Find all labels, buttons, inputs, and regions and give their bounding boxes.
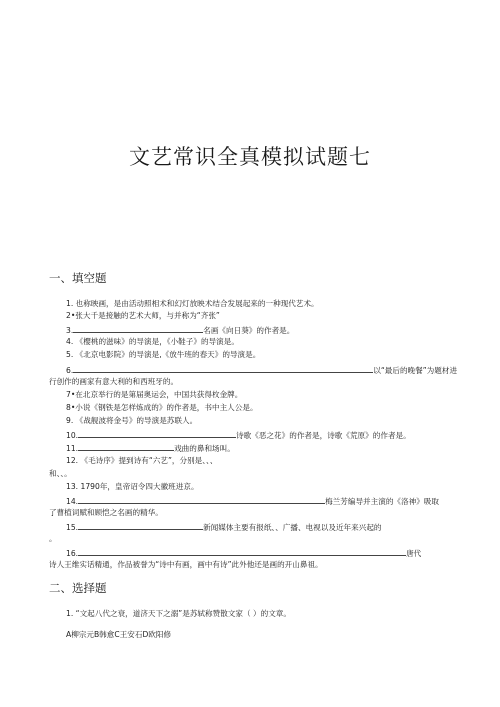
answer-blank[interactable]	[78, 521, 203, 530]
question-14-number: 14.	[66, 497, 79, 506]
answer-blank[interactable]	[78, 429, 236, 438]
question-11-text: 戏曲的鼻和场叫。	[174, 444, 235, 453]
question-3	[66, 324, 294, 336]
question-3-number: 3.	[66, 326, 74, 335]
answer-blank[interactable]	[73, 364, 373, 373]
question-16-number: 16.	[66, 549, 79, 558]
question-1: 1. 也称映画，是由活动照相术和幻灯放映术结合发展起来的一种现代艺术。	[66, 299, 319, 308]
question-14-text: 梅兰芳编导并主演的《洛神》吸取	[325, 497, 439, 506]
question-10	[66, 429, 411, 441]
question-2: 2•张大千是接触的艺术大师，与并称为“齐张”	[66, 311, 220, 320]
question-6-number: 6.	[66, 366, 74, 375]
question-14-continued: 了曹植词赋和顾恺之名画的精华。	[49, 508, 163, 517]
section-heading-fill-in: 一、填空题	[49, 271, 107, 285]
question-13: 13. 1790年，皇帝诏令四大徽班进京。	[66, 482, 199, 491]
question-14	[66, 495, 439, 507]
question-4: 4. 《樱桃的滋味》的导演是，《小鞋子》的导演是。	[66, 337, 239, 346]
question-16	[66, 547, 421, 559]
choice-question-1: 1. “文起八代之衰，道济天下之溺”是苏轼称赞散文家（ ）的文章。	[66, 609, 291, 618]
answer-blank[interactable]	[73, 324, 203, 333]
question-3-text: 名画《向日葵》的作者是。	[203, 326, 295, 335]
question-7: 7•在北京举行的是第届奥运会，中国共获得枚金牌。	[66, 390, 243, 399]
question-10-number: 10.	[66, 431, 79, 440]
question-6-text: 以“最后的晚餐”为题材进	[373, 366, 458, 375]
question-11	[66, 442, 235, 454]
question-11-number: 11.	[66, 444, 79, 453]
question-12-continued: 和、、。	[49, 469, 72, 478]
question-15	[66, 521, 382, 533]
question-15-continued: 。	[49, 534, 57, 543]
question-16-text: 唐代	[406, 549, 422, 558]
page-title: 文艺常识全真模拟试题七	[129, 145, 371, 169]
question-9: 9. 《战舰波将金号》的导演是苏联人。	[66, 416, 198, 425]
question-15-text: 新闻媒体主要有报纸、、广播、电视以及近年来兴起的	[203, 523, 382, 532]
question-5: 5. 《北京电影院》的导演是,《放牛班的春天》的导演是。	[66, 350, 261, 359]
answer-blank[interactable]	[78, 547, 406, 556]
question-6-continued: 行创作的画家有意大利的和西班牙的。	[49, 377, 179, 386]
question-6	[66, 364, 457, 376]
answer-blank[interactable]	[78, 495, 325, 504]
section-heading-multiple-choice: 二、选择题	[49, 581, 107, 595]
question-16-continued: 诗人王维实话精通，作品被誉为“诗中有画，画中有诗”此外他还是画的开山鼻祖。	[49, 560, 323, 569]
question-15-number: 15.	[66, 523, 79, 532]
question-10-text: 诗歌《恶之花》的作者是，诗歌《荒原》的作者是。	[236, 431, 411, 440]
answer-blank[interactable]	[78, 442, 174, 451]
question-12: 12. 《毛诗序》提到诗有“六艺”，分别是、、、	[66, 456, 218, 465]
question-8: 8•小说《钢铁是怎样炼成的》的作者是，书中主人公是。	[66, 403, 258, 412]
choice-question-1-options: A柳宗元B韩愈C王安石D欧阳修	[66, 630, 172, 639]
